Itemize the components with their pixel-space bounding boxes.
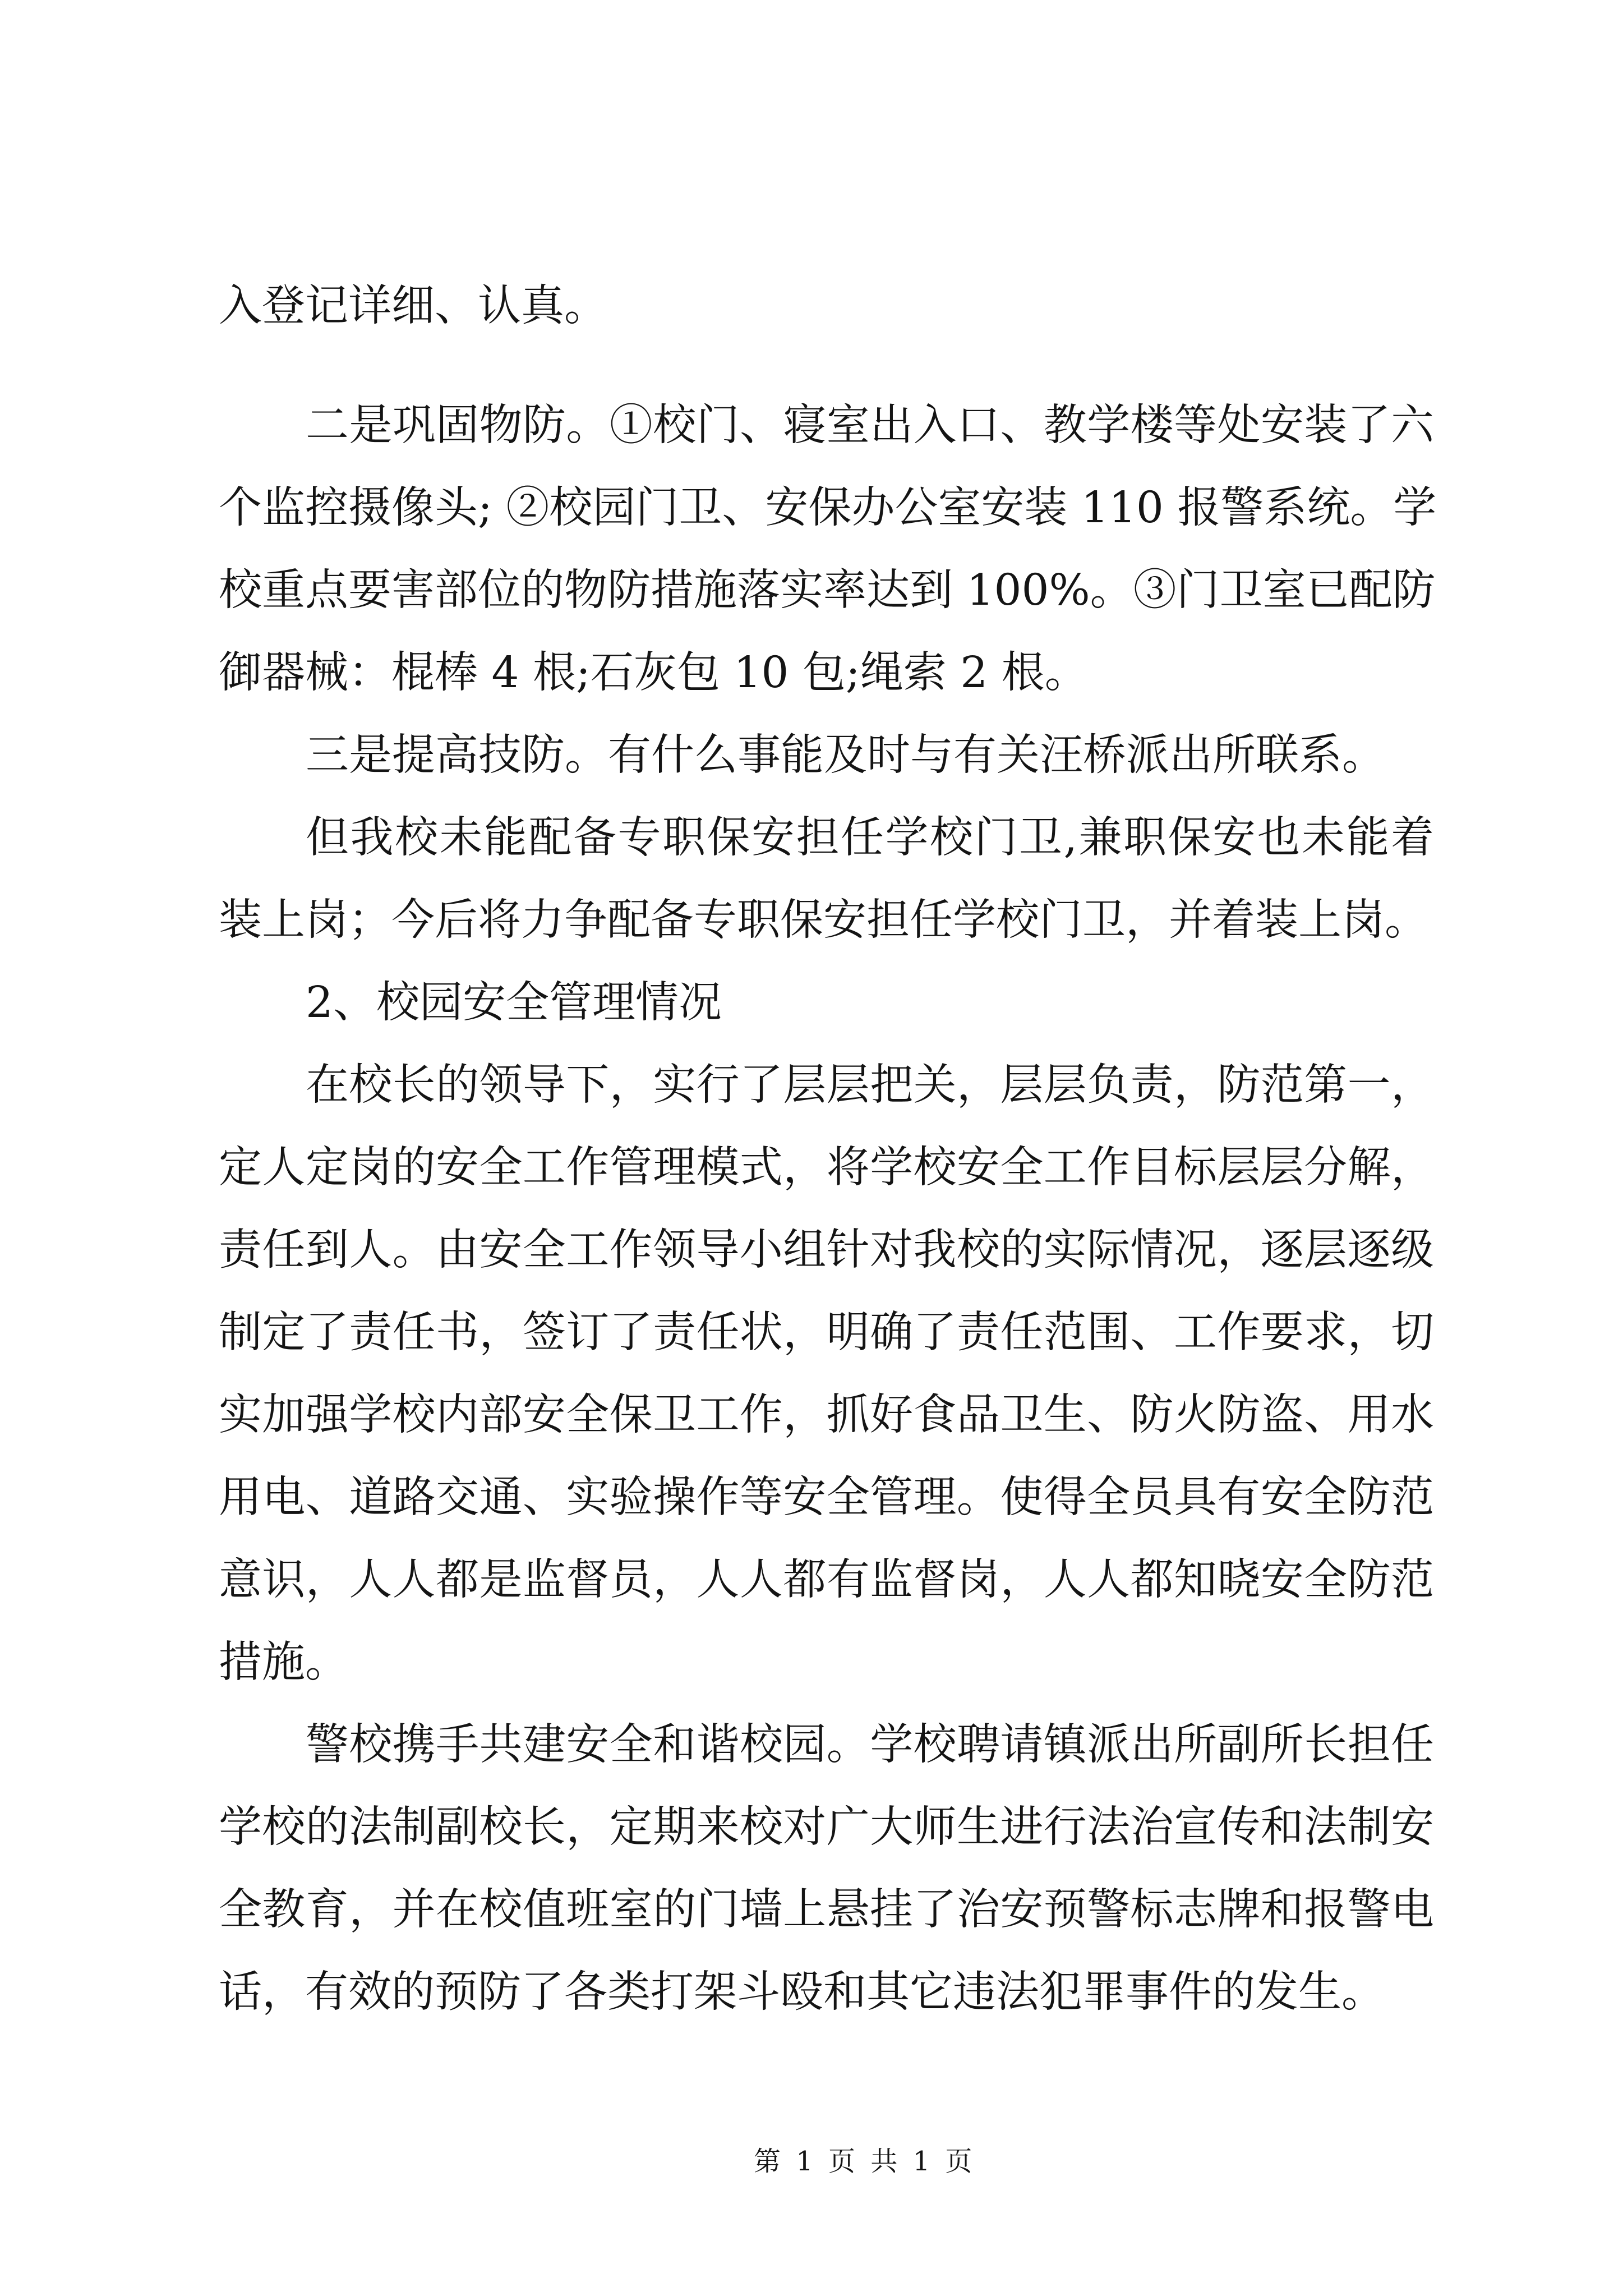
- paragraph-police-school: [219, 1704, 1434, 2033]
- text-line: 措施。: [219, 1637, 348, 1687]
- paragraph-safety-management: [219, 1044, 1434, 1704]
- text-line: 个监控摄像头; ②校园门卫、安保办公室安装 110 报警系统。学: [219, 483, 1437, 533]
- text-line: 御器械：棍棒 4 根;石灰包 10 包;绳索 2 根。: [219, 648, 1088, 698]
- text-line: 入登记详细、认真。: [219, 281, 607, 331]
- text-line: 用电、道路交通、实验操作等安全管理。使得全员具有安全防范: [219, 1473, 1434, 1522]
- paragraph-security-guard: [219, 797, 1434, 961]
- paragraph-technical-defense: [219, 714, 1434, 797]
- text-line: 学校的法制副校长，定期来校对广大师生进行法治宣传和法制安: [219, 1802, 1434, 1852]
- section-heading-text: 2、校园安全管理情况: [306, 978, 722, 1028]
- text-line: 定人定岗的安全工作管理模式，将学校安全工作目标层层分解，: [219, 1143, 1434, 1193]
- text-line: 警校携手共建安全和谐校园。学校聘请镇派出所副所长担任: [306, 1720, 1434, 1770]
- section-heading: [219, 961, 1434, 1044]
- page-footer: 第 1 页 共 1 页: [754, 2146, 972, 2177]
- text-line: 二是巩固物防。①校门、寝室出入口、教学楼等处安装了六: [306, 401, 1434, 450]
- text-line: 责任到人。由安全工作领导小组针对我校的实际情况，逐层逐级: [219, 1225, 1434, 1275]
- text-line: 在校长的领导下，实行了层层把关，层层负责，防范第一，: [306, 1060, 1434, 1110]
- text-line: 意识，人人都是监督员，人人都有监督岗，人人都知晓安全防范: [219, 1555, 1434, 1605]
- paragraph-physical-defense: [219, 384, 1437, 714]
- text-line: 全教育，并在校值班室的门墙上悬挂了治安预警标志牌和报警电: [219, 1885, 1434, 1935]
- text-line: 三是提高技防。有什么事能及时与有关汪桥派出所联系。: [306, 730, 1385, 780]
- text-line: 制定了责任书，签订了责任状，明确了责任范围、工作要求，切: [219, 1308, 1434, 1358]
- text-line: 话，有效的预防了各类打架斗殴和其它违法犯罪事件的发生。: [219, 1967, 1385, 2017]
- text-line: 装上岗；今后将力争配备专职保安担任学校门卫，并着装上岗。: [219, 895, 1428, 945]
- paragraph-continuation: [219, 265, 1434, 347]
- text-line: 但我校未能配备专职保安担任学校门卫,兼职保安也未能着: [306, 813, 1434, 863]
- document-body: [219, 265, 1437, 2033]
- text-line: 校重点要害部位的物防措施落实率达到 100%。③门卫室已配防: [219, 565, 1436, 615]
- text-line: 实加强学校内部安全保卫工作，抓好食品卫生、防火防盗、用水: [219, 1390, 1434, 1440]
